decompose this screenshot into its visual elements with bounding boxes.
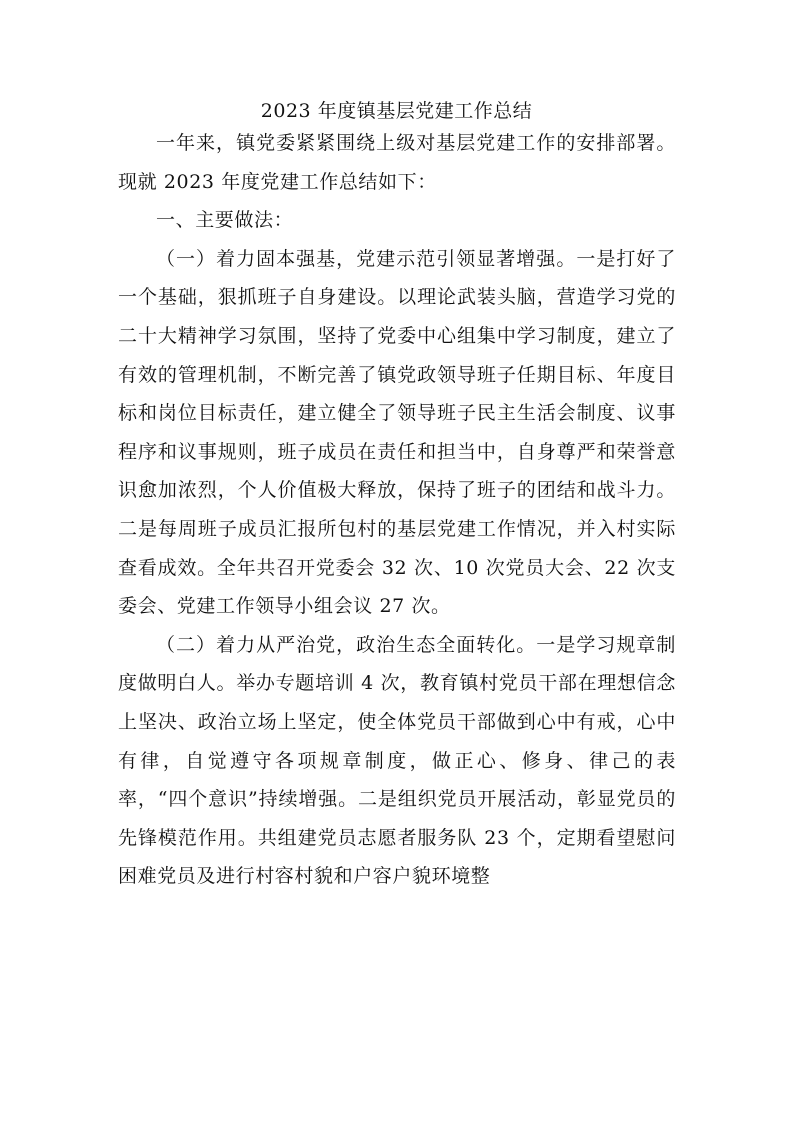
intro-paragraph: 一年来，镇党委紧紧围绕上级对基层党建工作的安排部署。现就 2023 年度党建工作总结如下： <box>118 132 676 193</box>
document-title: 2023 年度镇基层党建工作总结 <box>260 100 533 122</box>
document-body <box>118 124 676 896</box>
paragraph-section-2: （二）着力从严治党，政治生态全面转化。一是学习规章制度做明白人。举办专题培训 4 次，教育镇村党员干部在理想信念上坚决、政治立场上坚定，使全体党员干部做到心中有戒，心中有律，自觉遵守各项规章制度，做正心、修身、律己的表率，“四个意识”持续增强。二是组织党员开展活动，彰显党员的先锋模范作用。共组建党员志愿者服务队 23 个，定期看望慰问困难党员及进行村容村貌和户容户貌环境整 <box>118 633 676 888</box>
paragraph-section-1: （一）着力固本强基，党建示范引领显著增强。一是打好了一个基础，狠抓班子自身建设。以理论武装头脑，营造学习党的二十大精神学习氛围，坚持了党委中心组集中学习制度，建立了有效的管理机制，不断完善了镇党政领导班子任期目标、年度目标和岗位目标责任，建立健全了领导班子民主生活会制度、议事程序和议事规则，班子成员在责任和担当中，自身尊严和荣誉意识愈加浓烈，个人价值极大释放，保持了班子的团结和战斗力。二是每周班子成员汇报所包村的基层党建工作情况，并入村实际查看成效。全年共召开党委会 32 次、10 次党员大会、22 次支委会、党建工作领导小组会议 27 次。 <box>118 247 676 618</box>
section-heading-main-practices: 一、主要做法： <box>156 209 294 232</box>
